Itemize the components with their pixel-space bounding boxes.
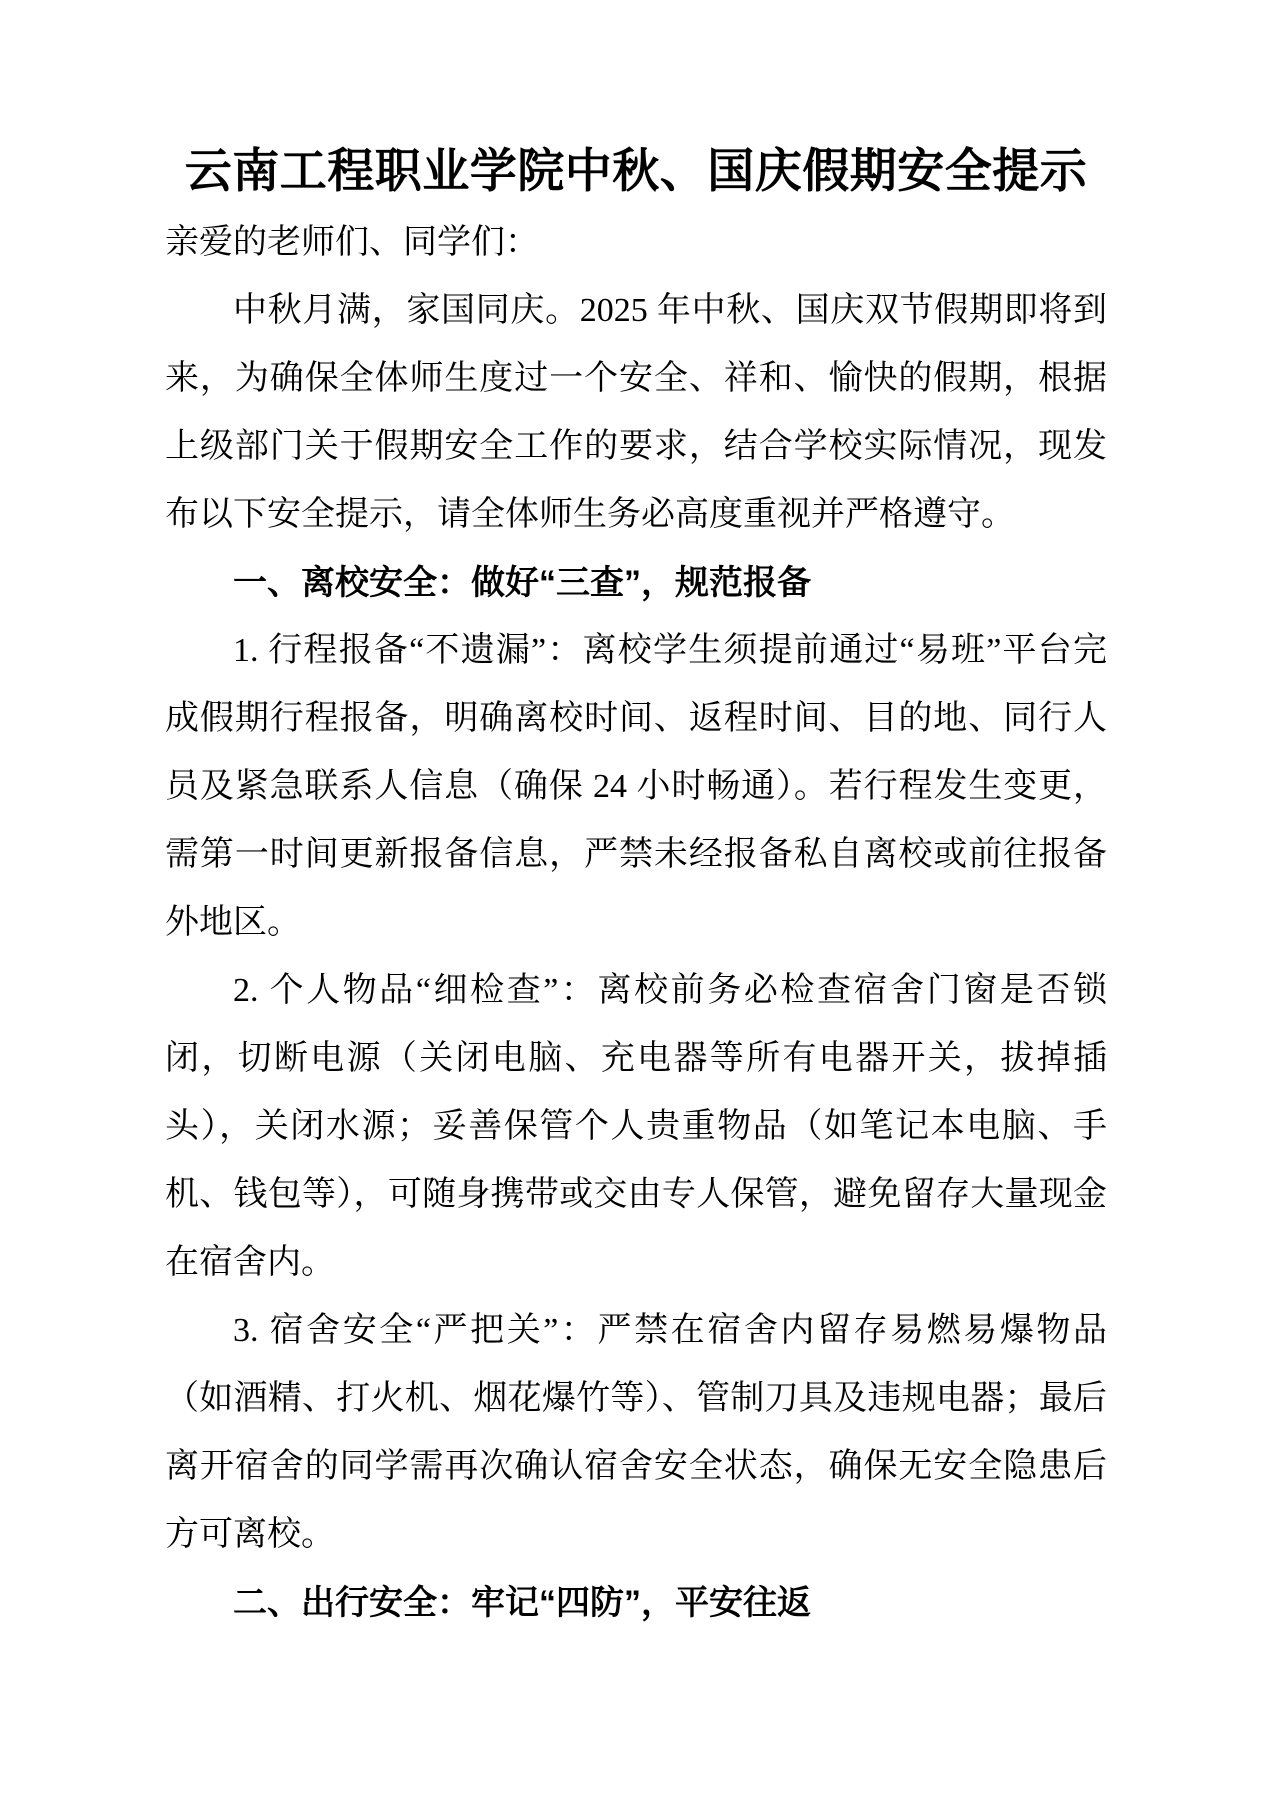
salutation-line: 亲爱的老师们、同学们： [165,224,539,261]
section-heading: 一、离校安全：做好“三查”，规范报备 [233,564,811,602]
document-paragraph: 中秋月满，家国同庆。2025 年中秋、国庆双节假期即将到来，为确保全体师生度过一个安全、祥和、愉快的假期，根据上级部门关于假期安全工作的要求，结合学校实际情况，现发布以下安全提示，请全体师生务必高度重视并严格遵守。 [165,292,1107,533]
document-paragraph: 1. 行程报备“不遗漏”：离校学生须提前通过“易班”平台完成假期行程报备，明确离校时间、返程时间、目的地、同行人员及紧急联系人信息（确保 24 小时畅通）。若行程发生变更，需第一时间更新报备信息，严禁未经报备私自离校或前往报备外地区。 [165,632,1107,941]
document-paragraph: 2. 个人物品“细检查”：离校前务必检查宿舍门窗是否锁闭，切断电源（关闭电脑、充电器等所有电器开关，拔掉插头），关闭水源；妥善保管个人贵重物品（如笔记本电脑、手机、钱包等），可随身携带或交由专人保管，避免留存大量现金在宿舍内。 [165,972,1107,1281]
document-title: 云南工程职业学院中秋、国庆假期安全提示 [184,146,1088,198]
document-body [165,209,1107,1637]
section-heading: 二、出行安全：牢记“四防”，平安往返 [233,1584,811,1622]
document-paragraph: 3. 宿舍安全“严把关”：严禁在宿舍内留存易燃易爆物品（如酒精、打火机、烟花爆竹等）、管制刀具及违规电器；最后离开宿舍的同学需再次确认宿舍安全状态，确保无安全隐患后方可离校。 [165,1312,1107,1553]
